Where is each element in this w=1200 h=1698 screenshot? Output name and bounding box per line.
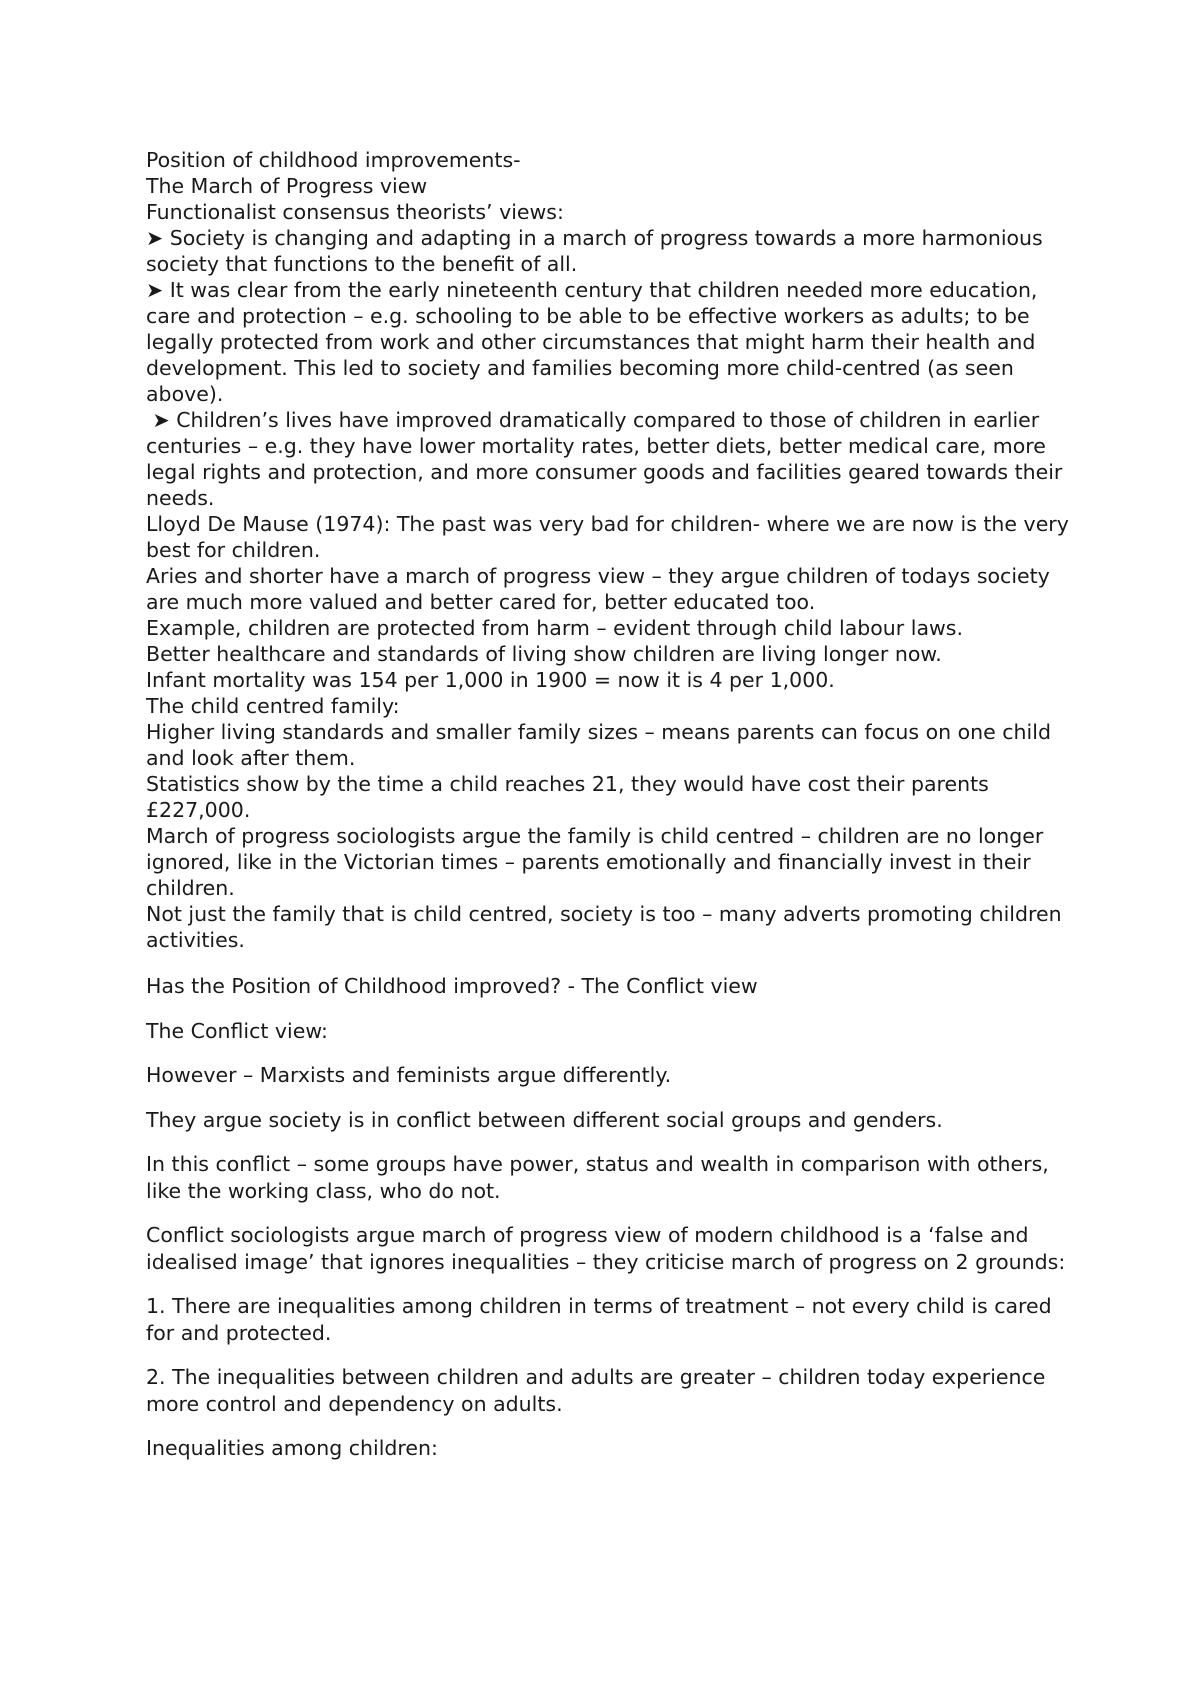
infant-mortality-text: Infant mortality was 154 per 1,000 in 1900 = now it is 4 per 1,000. xyxy=(146,668,835,692)
statistics-text: Statistics show by the time a child reaches 21, they would have cost their parents £227,000. xyxy=(146,772,996,822)
bullet-item: ➤ Children’s lives have improved dramatically compared to those of children in earlier centuries – e.g. they have lower mortality rates, better diets, better medical care, more legal rights and protection, and more consumer goods and facilities geared towards their needs. xyxy=(146,408,1069,510)
false-image-text: Conflict sociologists argue march of progress view of modern childhood is a ‘false and idealised image’ that ignores inequalities – they criticise march of progress on 2 grounds: xyxy=(146,1223,1066,1274)
document-page xyxy=(146,147,1086,1480)
lloyd-de-mause-text: Lloyd De Mause (1974): The past was very bad for children- where we are now is the very best for children. xyxy=(146,512,1076,562)
argue-text: They argue society is in conflict between different social groups and genders. xyxy=(146,1107,943,1132)
section-heading: Position of childhood improvements- xyxy=(146,148,521,172)
society-text: Not just the family that is child centred, society is too – many adverts promoting children activities. xyxy=(146,902,1069,952)
point-two-text: 2. The inequalities between children and adults are greater – children today experience more control and dependency on adults. xyxy=(146,1365,1046,1416)
aries-shorter-text: Aries and shorter have a march of progress view – they argue children of todays society are much more valued and better cared for, better educated too. xyxy=(146,564,1057,614)
bullet-item: ➤ It was clear from the early nineteenth century that children needed more education, care and protection – e.g. schooling to be able to be effective workers as adults; to be legally protected from work and other circumstances that might harm their health and development. This led to society and families becoming more child-centred (as seen above). xyxy=(146,278,1044,406)
however-text: However – Marxists and feminists argue differently. xyxy=(146,1063,672,1087)
example-text: Example, children are protected from harm – evident through child labour laws. xyxy=(146,616,963,640)
bullet-item: ➤ Society is changing and adapting in a march of progress towards a more harmonious society that functions to the benefit of all. xyxy=(146,226,1050,276)
functionalist-heading: Functionalist consensus theorists’ views: xyxy=(146,200,564,224)
power-text: In this conflict – some groups have power, status and wealth in comparison with others, like the working class, who do not. xyxy=(146,1152,1049,1203)
conflict-heading: Has the Position of Childhood improved? - The Conflict view xyxy=(146,974,758,998)
conflict-subheading: The Conflict view: xyxy=(146,1018,328,1043)
conflict-view-section xyxy=(146,973,1086,1462)
inequalities-heading: Inequalities among children: xyxy=(146,1436,438,1460)
sociologists-text: March of progress sociologists argue the family is child centred – children are no longer ignored, like in the Victorian times – parents emotionally and financially invest in their children. xyxy=(146,824,1050,900)
living-standards-text: Higher living standards and smaller family sizes – means parents can focus on one child and look after them. xyxy=(146,720,1058,770)
child-centred-heading: The child centred family: xyxy=(146,694,400,718)
march-of-progress-section xyxy=(146,147,1086,953)
point-one-text: 1. There are inequalities among children in terms of treatment – not every child is cared for and protected. xyxy=(146,1294,1052,1345)
healthcare-text: Better healthcare and standards of living show children are living longer now. xyxy=(146,642,942,666)
section-subheading: The March of Progress view xyxy=(146,174,428,198)
